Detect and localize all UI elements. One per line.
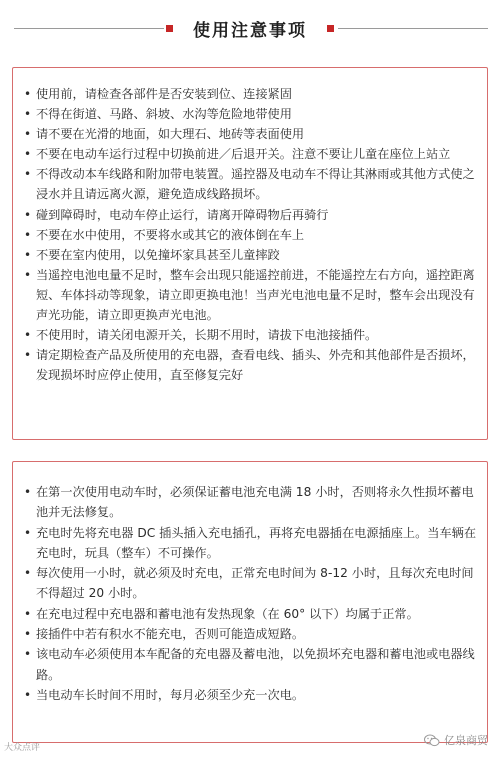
header-marker-right [327,25,334,32]
list-item [23,325,479,345]
bullet-icon: • [24,87,32,101]
list-item-text: 当遥控电池电量不足时，整车会出现只能遥控前进，不能遥控左右方向，遥控距离短、车体抖动等现象，请立即更换电池！当声光电池电量不足时，整车会出现没有声光功能，请立即更换声光电池。 [36,267,475,323]
bullet-icon: • [24,247,32,262]
list-item-text: 请定期检查产品及所使用的充电器，查看电线、插头、外壳和其他部件是否损坏，发现损坏时应停止使用，直至修复完好 [36,348,475,383]
bullet-icon: • [24,328,32,343]
list-item-text: 在第一次使用电动车时，必须保证蓄电池充电满 18 小时，否则将永久性损坏蓄电池并无法修复。 [36,485,474,520]
brand-name: 亿泉商贸 [444,734,488,747]
usage-notes-list [23,84,479,385]
list-item-text: 使用前，请检查各部件是否安装到位、连接紧固 [36,87,292,101]
bullet-icon: • [24,687,32,702]
list-item [23,563,479,604]
usage-notes-box [12,67,488,440]
list-item-text: 充电时先将充电器 DC 插头插入充电插孔，再将充电器插在电源插座上。当车辆在充电时，玩具（整车）不可操作。 [36,525,477,560]
brand-badge [424,732,488,748]
list-item [23,644,479,685]
list-item [23,345,479,385]
list-item-text: 碰到障碍时，电动车停止运行，请离开障碍物后再骑行 [36,207,329,222]
list-item-text: 不得改动本车线路和附加带电装置。遥控器及电动车不得让其淋雨或其他方式使之浸水并且请远离火源，避免造成线路损坏。 [36,167,475,202]
list-item-text: 当电动车长时间不用时，每月必须至少充一次电。 [36,687,305,702]
header-divider-right [338,28,488,29]
charging-notes-list [23,482,479,705]
bullet-icon: • [24,348,32,363]
section-header [0,8,500,48]
list-item [23,104,479,124]
charging-notes-box [12,461,488,743]
list-item [23,245,479,265]
list-item-text: 不要在室内使用，以免撞坏家具甚至儿童摔跤 [36,247,280,262]
bullet-icon: • [24,167,32,182]
bullet-icon: • [24,485,32,499]
list-item-text: 不要在电动车运行过程中切换前进／后退开关。注意不要让儿童在座位上站立 [36,147,451,162]
page-title: 使用注意事项 [193,21,307,41]
bullet-icon: • [24,647,32,662]
list-item [23,523,479,564]
wechat-icon [424,734,440,747]
list-item-text: 不使用时，请关闭电源开关，长期不用时，请拔下电池接插件。 [36,328,378,343]
bullet-icon: • [24,525,32,540]
list-item-text: 在充电过程中充电器和蓄电池有发热现象（在 60° 以下）均属于正常。 [36,606,419,621]
bullet-icon: • [24,267,32,282]
list-item [23,144,479,164]
bullet-icon: • [24,147,32,162]
bullet-icon: • [24,606,32,621]
list-item [23,624,479,644]
list-item [23,482,479,523]
list-item-text: 不得在街道、马路、斜坡、水沟等危险地带使用 [36,107,292,122]
list-item [23,225,479,245]
list-item-text: 不要在水中使用，不要将水或其它的液体倒在车上 [36,227,305,242]
list-item [23,164,479,204]
list-item-text: 请不要在光滑的地面，如大理石、地砖等表面使用 [36,127,305,142]
list-item [23,84,479,104]
list-item [23,265,479,325]
bullet-icon: • [24,627,32,642]
bullet-icon: • [24,107,32,122]
list-item-text: 该电动车必须使用本车配备的充电器及蓄电池，以免损坏充电器和蓄电池或电器线路。 [36,647,475,682]
list-item [23,604,479,624]
list-item [23,124,479,144]
bullet-icon: • [24,566,32,581]
list-item-text: 每次使用一小时，就必须及时充电，正常充电时间为 8-12 小时，且每次充电时间不得超过 20 小时。 [36,566,474,601]
watermark-text: 大众点评 [4,743,41,753]
bullet-icon: • [24,227,32,242]
list-item-text: 接插件中若有积水不能充电，否则可能造成短路。 [36,627,305,642]
list-item [23,205,479,225]
bullet-icon: • [24,127,32,142]
list-item [23,685,479,705]
bullet-icon: • [24,207,32,222]
